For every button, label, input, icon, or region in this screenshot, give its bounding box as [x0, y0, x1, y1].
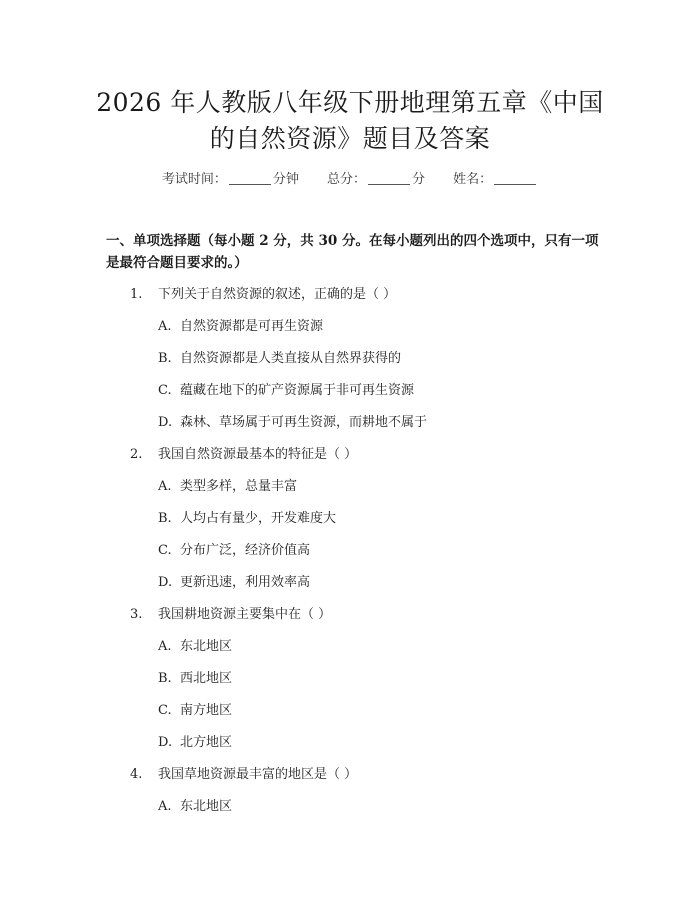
question-number: 4.	[130, 767, 143, 782]
option-text: 分布广泛，经济价值高	[180, 543, 311, 558]
total-score-unit: 分	[412, 172, 426, 187]
option-text: 东北地区	[180, 639, 233, 654]
option-letter: B.	[158, 511, 172, 526]
option-3b	[158, 667, 232, 686]
option-letter: D.	[158, 735, 173, 750]
option-letter: D.	[158, 575, 173, 590]
total-score-field	[327, 168, 425, 187]
option-3d	[158, 731, 232, 750]
option-text: 更新迅速，利用效率高	[180, 575, 311, 590]
name-label: 姓名：	[453, 172, 493, 187]
option-letter: B.	[158, 351, 172, 366]
option-letter: D.	[158, 415, 173, 430]
option-letter: C.	[158, 383, 172, 398]
option-2c	[158, 539, 310, 558]
option-text: 人均占有量少，开发难度大	[180, 511, 337, 526]
option-text: 南方地区	[180, 703, 233, 718]
option-1a	[158, 315, 323, 334]
exam-time-unit: 分钟	[272, 172, 299, 187]
total-score-label: 总分：	[326, 172, 366, 187]
option-2b	[158, 507, 336, 526]
document-title-line-1: 2026 年人教版八年级下册地理第五章《中国	[96, 88, 604, 117]
option-text: 自然资源都是可再生资源	[180, 319, 324, 334]
option-text: 类型多样，总量丰富	[180, 479, 298, 494]
question-number: 2.	[130, 447, 143, 462]
option-letter: A.	[158, 639, 172, 654]
option-1d	[158, 411, 427, 430]
option-letter: A.	[158, 799, 172, 814]
question-3	[130, 603, 331, 622]
total-score-blank	[368, 184, 410, 185]
option-letter: A.	[158, 319, 172, 334]
question-stem: 下列关于自然资源的叙述，正确的是（ ）	[158, 287, 397, 302]
option-text: 西北地区	[180, 671, 233, 686]
option-text: 蕴藏在地下的矿产资源属于非可再生资源	[180, 383, 415, 398]
name-field	[453, 168, 538, 187]
option-4a	[158, 795, 232, 814]
option-text: 东北地区	[180, 799, 233, 814]
name-blank	[494, 184, 536, 185]
question-stem: 我国耕地资源主要集中在（ ）	[158, 607, 332, 622]
option-letter: B.	[158, 671, 172, 686]
option-1b	[158, 347, 401, 366]
exam-time-blank	[229, 184, 271, 185]
option-2d	[158, 571, 310, 590]
question-1	[130, 283, 396, 302]
option-3a	[158, 635, 232, 654]
option-letter: C.	[158, 703, 172, 718]
option-text: 森林、草场属于可再生资源，而耕地不属于	[180, 415, 428, 430]
question-number: 1.	[130, 287, 143, 302]
exam-time-label: 考试时间：	[161, 172, 227, 187]
question-stem: 我国草地资源最丰富的地区是（ ）	[158, 767, 358, 782]
section-heading-line-2: 是最符合题目要求的。）	[106, 255, 248, 271]
exam-info-row	[0, 168, 700, 187]
question-2	[130, 443, 357, 462]
option-3c	[158, 699, 232, 718]
option-text: 北方地区	[180, 735, 233, 750]
question-4	[130, 763, 357, 782]
section-heading-line-1: 一、单项选择题（每小题 2 分，共 30 分。在每小题列出的四个选项中，只有一项	[106, 233, 599, 249]
document-title-line-2: 的自然资源》题目及答案	[209, 124, 491, 153]
option-2a	[158, 475, 297, 494]
exam-time-field	[162, 168, 299, 187]
question-stem: 我国自然资源最基本的特征是（ ）	[158, 447, 358, 462]
option-text: 自然资源都是人类直接从自然界获得的	[180, 351, 402, 366]
question-number: 3.	[130, 607, 143, 622]
option-letter: A.	[158, 479, 172, 494]
option-1c	[158, 379, 414, 398]
option-letter: C.	[158, 543, 172, 558]
